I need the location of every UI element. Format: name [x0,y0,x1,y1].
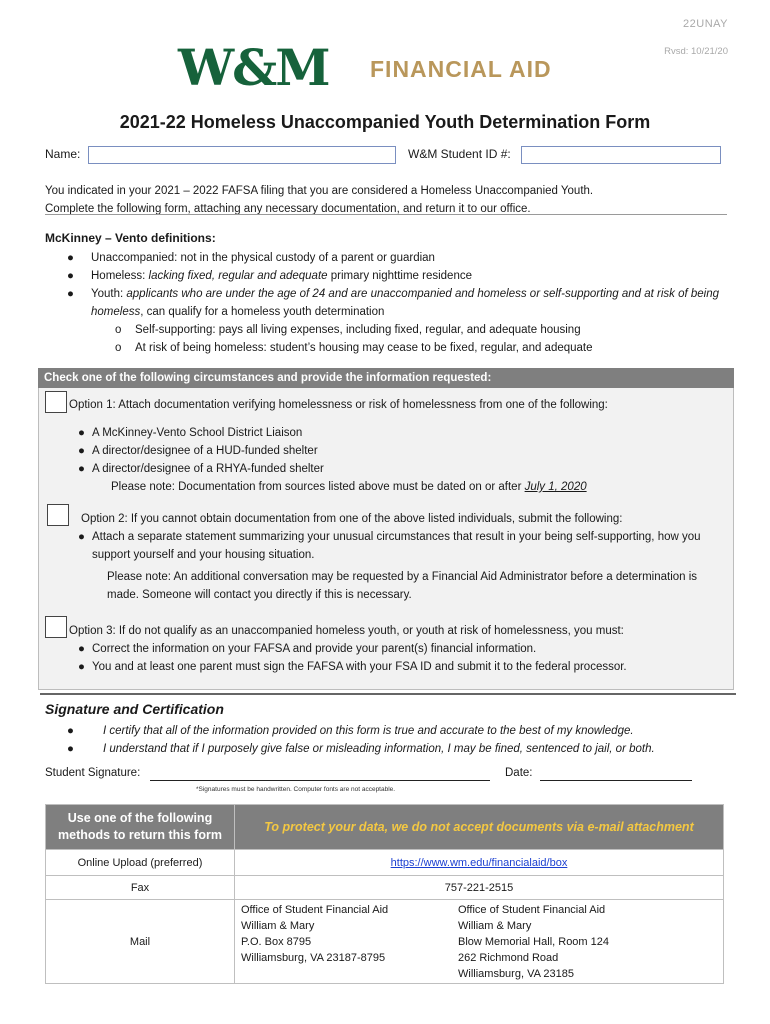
email-warning: To protect your data, we do not accept documents via e-mail attachment [235,805,724,850]
return-methods-header: Use one of the following methods to return this form [46,805,235,850]
list-item [78,640,728,658]
student-id-input[interactable] [521,146,721,164]
sub-definition-self-supporting: Self-supporting: pays all living expenses, including fixed, regular, and adequate housing [135,324,581,336]
bullet-icon: ● [78,531,85,543]
revised-date: Rvsd: 10/21/20 [664,46,728,57]
sub-definition-item [91,339,735,357]
table-row [46,850,724,876]
definition-youth-italic: applicants who are under the age of 24 and are unaccompanied and homeless or self-supporting and at risk of being homeless [91,288,720,318]
list-item [78,442,678,460]
student-signature-line[interactable] [150,780,490,781]
definition-youth-suffix: , can qualify for a homeless youth determination [140,306,385,318]
list-item [45,740,735,758]
option-1-item: A director/designee of a HUD-funded shelter [92,445,318,457]
address-line: William & Mary [458,920,532,932]
definition-youth-prefix: Youth: [91,288,127,300]
intro-text [45,182,735,218]
table-row [46,876,724,900]
handwritten-note: *Signatures must be handwritten. Computer fonts are not acceptable. [196,786,396,793]
address-line: Williamsburg, VA 23187-8795 [241,952,386,964]
option-3-item: You and at least one parent must sign the FAFSA with your FSA ID and submit it to the federal processor. [92,661,627,673]
option-1-note [111,478,671,496]
list-item [78,460,678,478]
certification-2: I understand that if I purposely give false or misleading information, I may be fined, sentenced to jail, or both. [103,743,655,755]
fax-label: Fax [46,876,235,900]
option-3-label: Option 3: If do not qualify as an unaccompanied homeless youth, or youth at risk of homelessness, you must: [69,625,624,637]
list-item [45,722,735,740]
option-1-note-text: Please note: Documentation from sources listed above must be dated on or after [111,481,525,493]
mail-address-po-box [235,900,459,984]
definition-homeless-suffix: primary nighttime residence [327,270,472,282]
mail-address-street [458,900,724,984]
bullet-icon: ● [67,270,74,282]
mail-label: Mail [46,900,235,984]
sub-marker: o [115,342,122,354]
sub-definition-item [91,321,735,339]
option-1-date: July 1, 2020 [524,481,587,493]
sub-definitions-list [91,321,735,357]
financial-aid-logo-text: FINANCIAL AID [370,56,552,82]
definition-homeless-prefix: Homeless: [91,270,149,282]
divider [45,214,727,215]
option-1-item: A director/designee of a RHYA-funded shelter [92,463,324,475]
name-label: Name: [45,147,81,161]
option-2-note: Please note: An additional conversation may be requested by a Financial Aid Administrator before a determination is made. Someone will contact you directly if this is necessary. [107,571,698,601]
definition-item [45,267,735,285]
section-divider [40,693,736,695]
definition-unaccompanied: Unaccompanied: not in the physical custody of a parent or guardian [91,252,435,264]
address-line: Blow Memorial Hall, Room 124 [458,936,609,948]
address-line: Office of Student Financial Aid [241,904,389,916]
date-label: Date: [505,767,533,779]
option-1-item: A McKinney-Vento School District Liaison [92,427,303,439]
bullet-icon: ● [78,445,85,457]
option-3-item: Correct the information on your FAFSA and provide your parent(s) financial information. [92,643,537,655]
address-line: Williamsburg, VA 23185 [458,968,574,980]
address-line: William & Mary [241,920,315,932]
option-2-item: Attach a separate statement summarizing your unusual circumstances that result in your being self-supporting, how you support yourself and your housing situation. [92,531,701,561]
bullet-icon: ● [67,288,74,300]
option-2-checkbox[interactable] [47,504,69,526]
address-line: P.O. Box 8795 [241,936,312,948]
definitions-list [45,249,735,357]
circumstances-header [38,368,734,388]
date-line[interactable] [540,780,692,781]
option-1-list [78,424,678,478]
definition-item [45,249,735,267]
bullet-icon: ● [67,252,74,264]
circumstances-header-text: Check one of the following circumstances and provide the information requested: [44,372,492,384]
return-methods-table [45,804,724,984]
online-upload-link[interactable]: https://www.wm.edu/financialaid/box [390,856,568,869]
table-row [46,900,724,984]
sub-marker: o [115,324,122,336]
option-3-checkbox[interactable] [45,616,67,638]
online-upload-label: Online Upload (preferred) [46,850,235,876]
intro-line-2: Complete the following form, attaching any necessary documentation, and return it to our office. [45,203,531,215]
certification-list [45,722,735,758]
student-id-label: W&M Student ID #: [408,147,511,161]
form-title: 2021-22 Homeless Unaccompanied Youth Determination Form [119,112,651,132]
definitions-title: McKinney – Vento definitions: [45,231,216,245]
intro-line-1: You indicated in your 2021 – 2022 FAFSA filing that you are considered a Homeless Unaccompanied Youth. [45,185,594,197]
bullet-icon: ● [78,427,85,439]
online-upload-cell [235,850,724,876]
bullet-icon: ● [78,643,85,655]
list-item [78,528,720,564]
name-input[interactable] [88,146,396,164]
wm-logo: W&M [178,38,329,97]
option-3-list [78,640,728,676]
bullet-icon: ● [67,743,74,755]
list-item [78,658,728,676]
bullet-icon: ● [67,725,74,737]
sub-definition-at-risk: At risk of being homeless: student’s housing may cease to be fixed, regular, and adequate [135,342,593,354]
student-signature-label: Student Signature: [45,767,141,779]
bullet-icon: ● [78,463,85,475]
table-row [46,805,724,850]
fax-number: 757-221-2515 [235,876,724,900]
option-2-label: Option 2: If you cannot obtain documentation from one of the above listed individuals, submit the following: [81,513,623,525]
option-2-list [78,528,720,564]
option-1-label: Option 1: Attach documentation verifying homelessness or risk of homelessness from one of the following: [69,399,608,411]
address-line: Office of Student Financial Aid [458,904,606,916]
form-code: 22UNAY [683,18,728,30]
definition-item [45,285,735,357]
bullet-icon: ● [78,661,85,673]
definition-homeless-italic: lacking fixed, regular and adequate [148,270,328,282]
certification-1: I certify that all of the information provided on this form is true and accurate to the best of my knowledge. [103,725,634,737]
signature-title: Signature and Certification [45,701,224,717]
address-line: 262 Richmond Road [458,952,559,964]
list-item [78,424,678,442]
option-1-checkbox[interactable] [45,391,67,413]
